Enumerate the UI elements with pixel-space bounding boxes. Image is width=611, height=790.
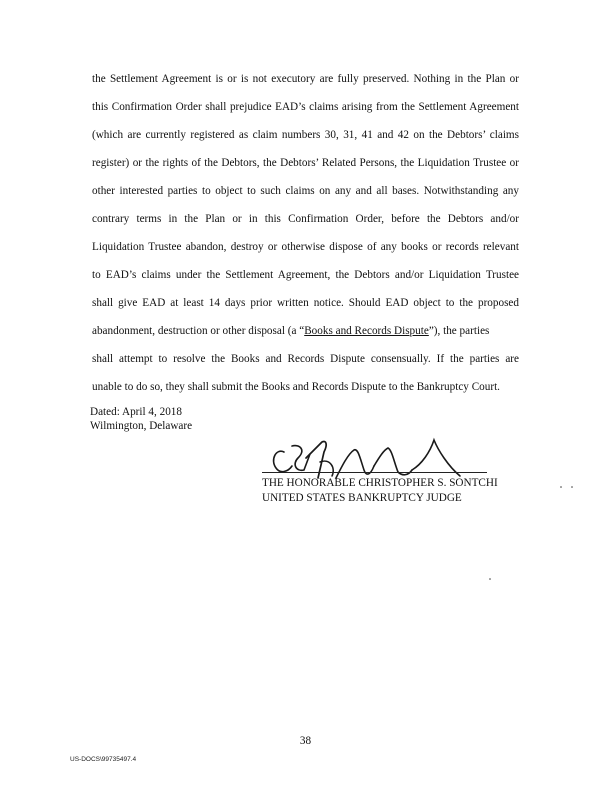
body-line-5: other interested parties to object to such claims on any and all bases. Notwithstanding any (92, 185, 519, 197)
signature-line (262, 472, 487, 473)
scan-artifact (571, 486, 573, 488)
body-line-8: to EAD’s claims under the Settlement Agreement, the Debtors and/or Liquidation Trustee (92, 269, 519, 281)
body-line-6: contrary terms in the Plan or in this Confirmation Order, before the Debtors and/or (92, 213, 519, 225)
page-number: 38 (299, 735, 312, 747)
body-line-3: (which are currently registered as claim numbers 30, 31, 41 and 42 on the Debtors’ claims (92, 129, 519, 141)
body-line-1: the Settlement Agreement is or is not executory are fully preserved. Nothing in the Plan or (92, 73, 519, 85)
judge-block (262, 476, 498, 505)
dated-block (90, 405, 192, 433)
line10-text-before: abandonment, destruction or other disposal (a “Books and Records Dispute”), the parties (92, 325, 490, 337)
body-line-10 (92, 326, 519, 337)
dated-place: Wilmington, Delaware (90, 420, 193, 432)
judge-title: UNITED STATES BANKRUPTCY JUDGE (262, 491, 462, 504)
judge-name: THE HONORABLE CHRISTOPHER S. SONTCHI (262, 477, 498, 489)
body-line-2: this Confirmation Order shall prejudice EAD’s claims arising from the Settlement Agreement (92, 101, 519, 113)
body-line-7: Liquidation Trustee abandon, destroy or otherwise dispose of any books or records relevant (92, 241, 519, 253)
body-line-11: shall attempt to resolve the Books and Records Dispute consensually. If the parties are (92, 353, 519, 365)
body-line-4: register) or the rights of the Debtors, the Debtors’ Related Persons, the Liquidation Trustee or (92, 157, 519, 169)
dated-date: Dated: April 4, 2018 (90, 406, 182, 418)
scan-artifact (560, 486, 562, 488)
body-line-9: shall give EAD at least 14 days prior written notice. Should EAD object to the proposed (92, 297, 519, 309)
document-id: US-DOCS\99735497.4 (70, 756, 137, 763)
scan-artifact (489, 578, 491, 580)
defined-term-books-and-records-dispute: Books and Records Dispute (304, 325, 429, 337)
body-line-12: unable to do so, they shall submit the Books and Records Dispute to the Bankruptcy Court. (92, 381, 500, 393)
